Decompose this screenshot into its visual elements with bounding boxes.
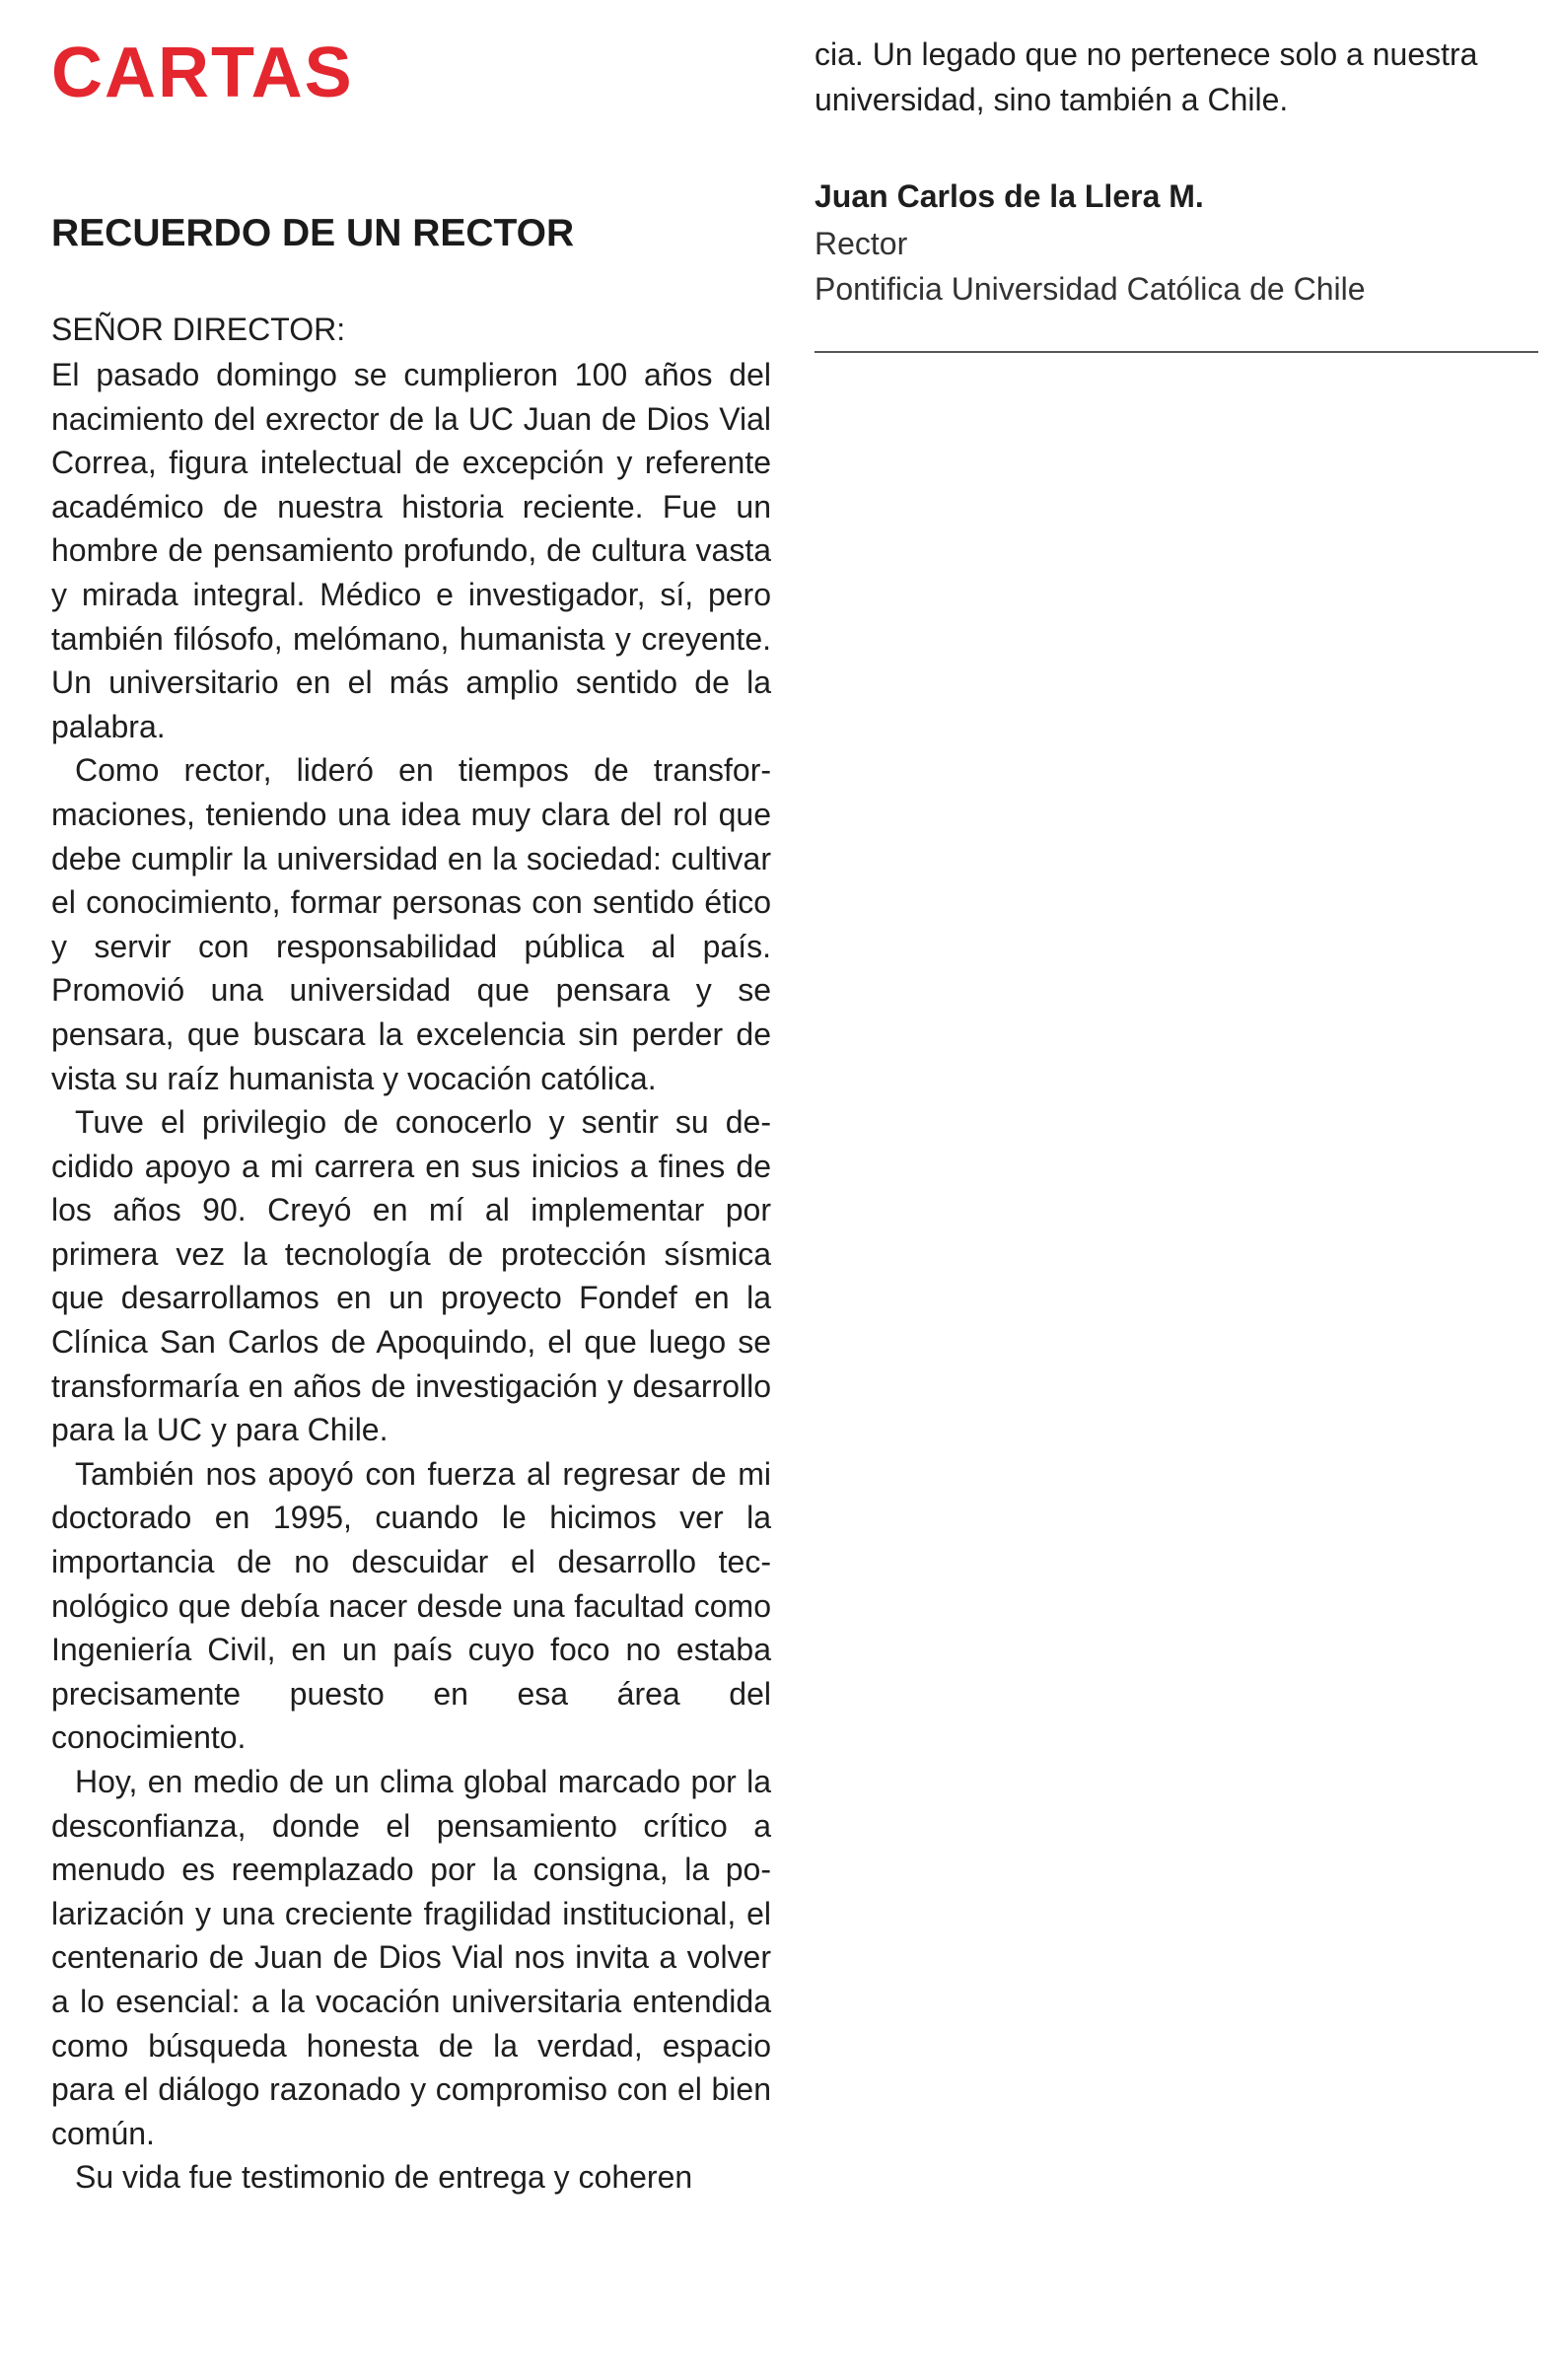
letter-continuation: cia. Un legado que no pertenece solo a nuestra universidad, sino también a Chile.	[815, 36, 1478, 117]
section-divider	[815, 351, 1538, 353]
letter-paragraph: El pasado domingo se cumplieron 100 años del nacimiento del exrector de la UC Juan de Dios Vial Correa, figura intelectual de excepción y referente académico de nuestra historia reciente. Fue un hombre de pensamiento profundo, de cultura vasta y mirada integral. Médico e investigador, sí, pero también filósofo, melómano, humanista y creyente. Un universitario en el más amplio sentido de la palabra.	[51, 357, 771, 744]
letter-paragraph: Como rector, lideró en tiempos de transformaciones, teniendo una idea muy clara del rol que debe cumplir la universidad en la sociedad: cultivar el conocimiento, formar personas con sentido ético y servir con responsabilidad pública al país. Promovió una universidad que pensara y se pensara, que buscara la excelencia sin perder de vista su raíz humanista y vocación católica.	[51, 752, 771, 1096]
signature-institution: Pontificia Universidad Católica de Chile	[815, 271, 1366, 307]
letter-paragraph: Tuve el privilegio de conocerlo y sentir su decidido apoyo a mi carrera en sus inicios a fines de los años 90. Creyó en mí al implementar por primera vez la tecnología de protección sísmica que desarrollamos en un proyecto Fondef en la Clínica San Carlos de Apoquindo, el que luego se transformaría en años de investigación y desarrollo para la UC y para Chile.	[51, 1104, 771, 1448]
letter-paragraph: Hoy, en medio de un clima global marcado por la desconfianza, donde el pensamiento crítico a menudo es reemplazado por la consigna, la polarización y una creciente fragilidad institucional, el centenario de Juan de Dios Vial nos invita a volver a lo esencial: a la vocación universitaria entendida como búsqueda honesta de la verdad, espacio para el diálogo razonado y compromiso con el bien común.	[51, 1764, 771, 2151]
letter-headline: RECUERDO DE UN RECTOR	[51, 212, 575, 254]
signature-role: Rector	[815, 226, 908, 261]
letter-paragraph: También nos apoyó con fuerza al regresar de mi doctorado en 1995, cuando le hicimos ver la importancia de no descuidar el desarrollo tecnológico que debía nacer desde una facultad como Ingeniería Civil, en un país cuyo foco no estaba precisamente puesto en esa área del conocimiento.	[51, 1455, 771, 1756]
letter-salutation: SEÑOR DIRECTOR:	[51, 312, 346, 347]
letter-paragraph: Su vida fue testimonio de entrega y coheren	[75, 2159, 693, 2196]
section-title: CARTAS	[51, 34, 354, 112]
signature-name: Juan Carlos de la Llera M.	[815, 178, 1204, 214]
letter-body	[51, 353, 771, 2200]
